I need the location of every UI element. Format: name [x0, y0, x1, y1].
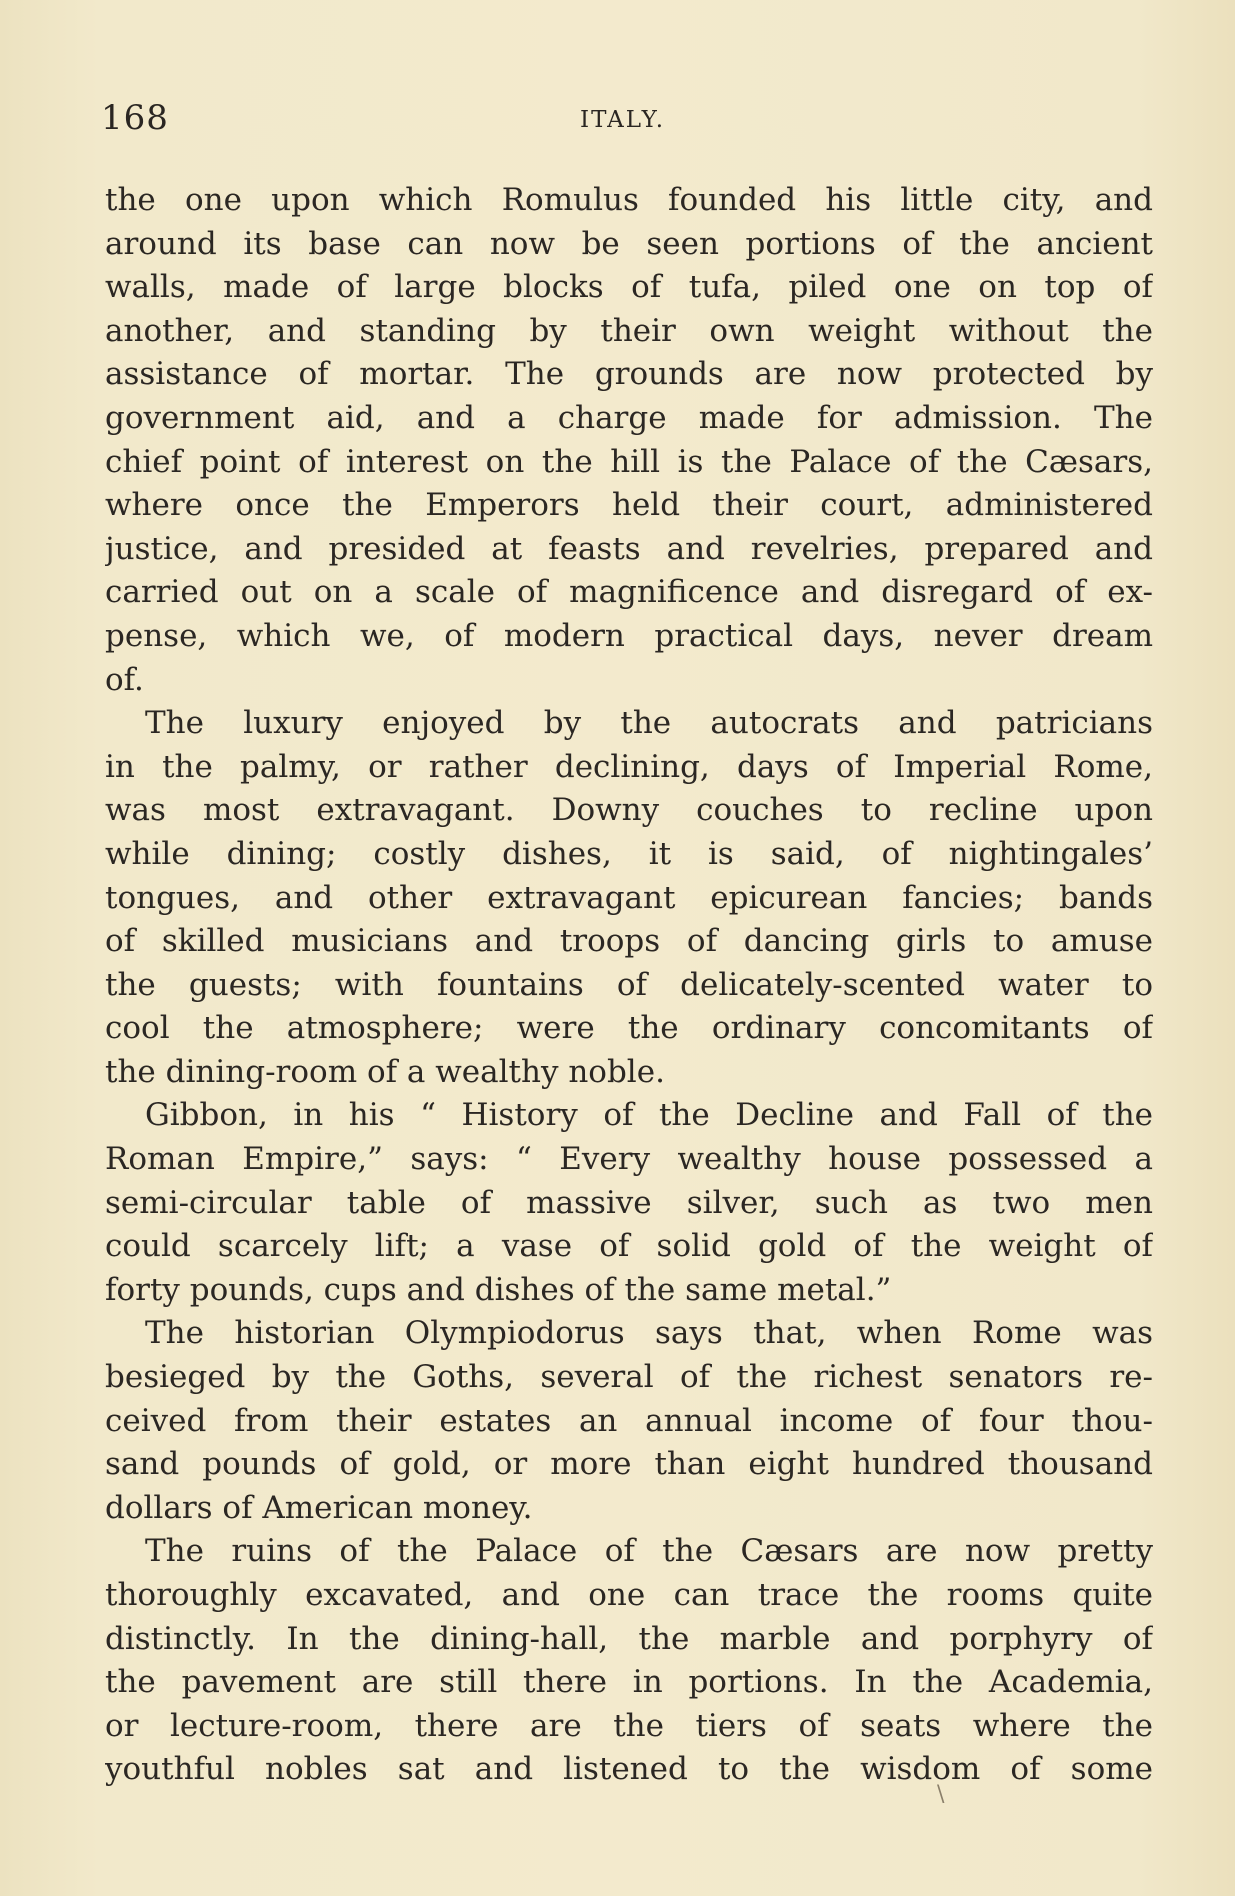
running-head: ITALY. — [580, 107, 666, 133]
text-line: pense, which we, of modern practical days, never dream — [105, 617, 1153, 654]
text-line: in the palmy, or rather declining, days of Imperial Rome, — [105, 748, 1153, 785]
text-line: government aid, and a charge made for admission. The — [105, 399, 1153, 436]
text-line: the one upon which Romulus founded his little city, and — [105, 182, 1153, 218]
page-header — [101, 98, 1151, 138]
text-line: the pavement are still there in portions. In the Academia, — [105, 1664, 1153, 1701]
text-line: could scarcely lift; a vase of solid gold of the weight of — [105, 1228, 1153, 1265]
text-line: walls, made of large blocks of tufa, piled one on top of — [105, 269, 1153, 306]
text-line: cool the atmosphere; were the ordinary concomitants of — [105, 1010, 1153, 1047]
text-line: ceived from their estates an annual income of four thou- — [105, 1402, 1153, 1439]
text-line: assistance of mortar. The grounds are now protected by — [105, 356, 1153, 393]
text-line: youthful nobles sat and listened to the wisdom of some — [105, 1751, 1153, 1788]
text-line: carried out on a scale of magnificence and disregard of ex- — [105, 574, 1153, 611]
stray-mark: \ — [937, 1782, 945, 1807]
text-line: distinctly. In the dining-hall, the marble and porphyry of — [105, 1620, 1153, 1657]
text-line: sand pounds of gold, or more than eight hundred thousand — [105, 1446, 1153, 1483]
text-line: Roman Empire,” says: “ Every wealthy house possessed a — [105, 1141, 1153, 1178]
text-line: of. — [105, 661, 144, 698]
page-number: 168 — [101, 98, 169, 138]
text-line: The luxury enjoyed by the autocrats and patricians — [145, 705, 1153, 742]
text-line: thoroughly excavated, and one can trace the rooms quite — [105, 1577, 1153, 1613]
text-line: Gibbon, in his “ History of the Decline and Fall of the — [145, 1097, 1153, 1134]
text-line: or lecture-room, there are the tiers of seats where the — [105, 1707, 1153, 1744]
text-line: the guests; with fountains of delicately-scented water to — [105, 966, 1153, 1003]
text-line: tongues, and other extravagant epicurean fancies; bands — [105, 879, 1153, 916]
text-line: around its base can now be seen portions of the ancient — [105, 225, 1153, 262]
text-line: while dining; costly dishes, it is said, of nightingales’ — [105, 835, 1153, 872]
text-line: chief point of interest on the hill is the Palace of the Cæsars, — [105, 443, 1153, 480]
text-line: was most extravagant. Downy couches to recline upon — [105, 792, 1153, 829]
text-line: of skilled musicians and troops of dancing girls to amuse — [105, 923, 1153, 960]
text-line: semi-circular table of massive silver, such as two men — [105, 1184, 1153, 1221]
text-line: The ruins of the Palace of the Cæsars are now pretty — [145, 1533, 1153, 1570]
text-line: forty pounds, cups and dishes of the same metal.” — [105, 1271, 892, 1308]
text-line: dollars of American money. — [105, 1489, 533, 1526]
text-line: another, and standing by their own weight without the — [105, 312, 1153, 349]
text-line: justice, and presided at feasts and revelries, prepared and — [105, 530, 1153, 567]
text-line: where once the Emperors held their court, administered — [105, 487, 1153, 524]
text-line: The historian Olympiodorus says that, when Rome was — [145, 1315, 1153, 1352]
text-line: the dining-room of a wealthy noble. — [105, 1053, 665, 1090]
text-line: besieged by the Goths, several of the richest senators re- — [105, 1359, 1153, 1396]
body-text — [105, 179, 1153, 1792]
